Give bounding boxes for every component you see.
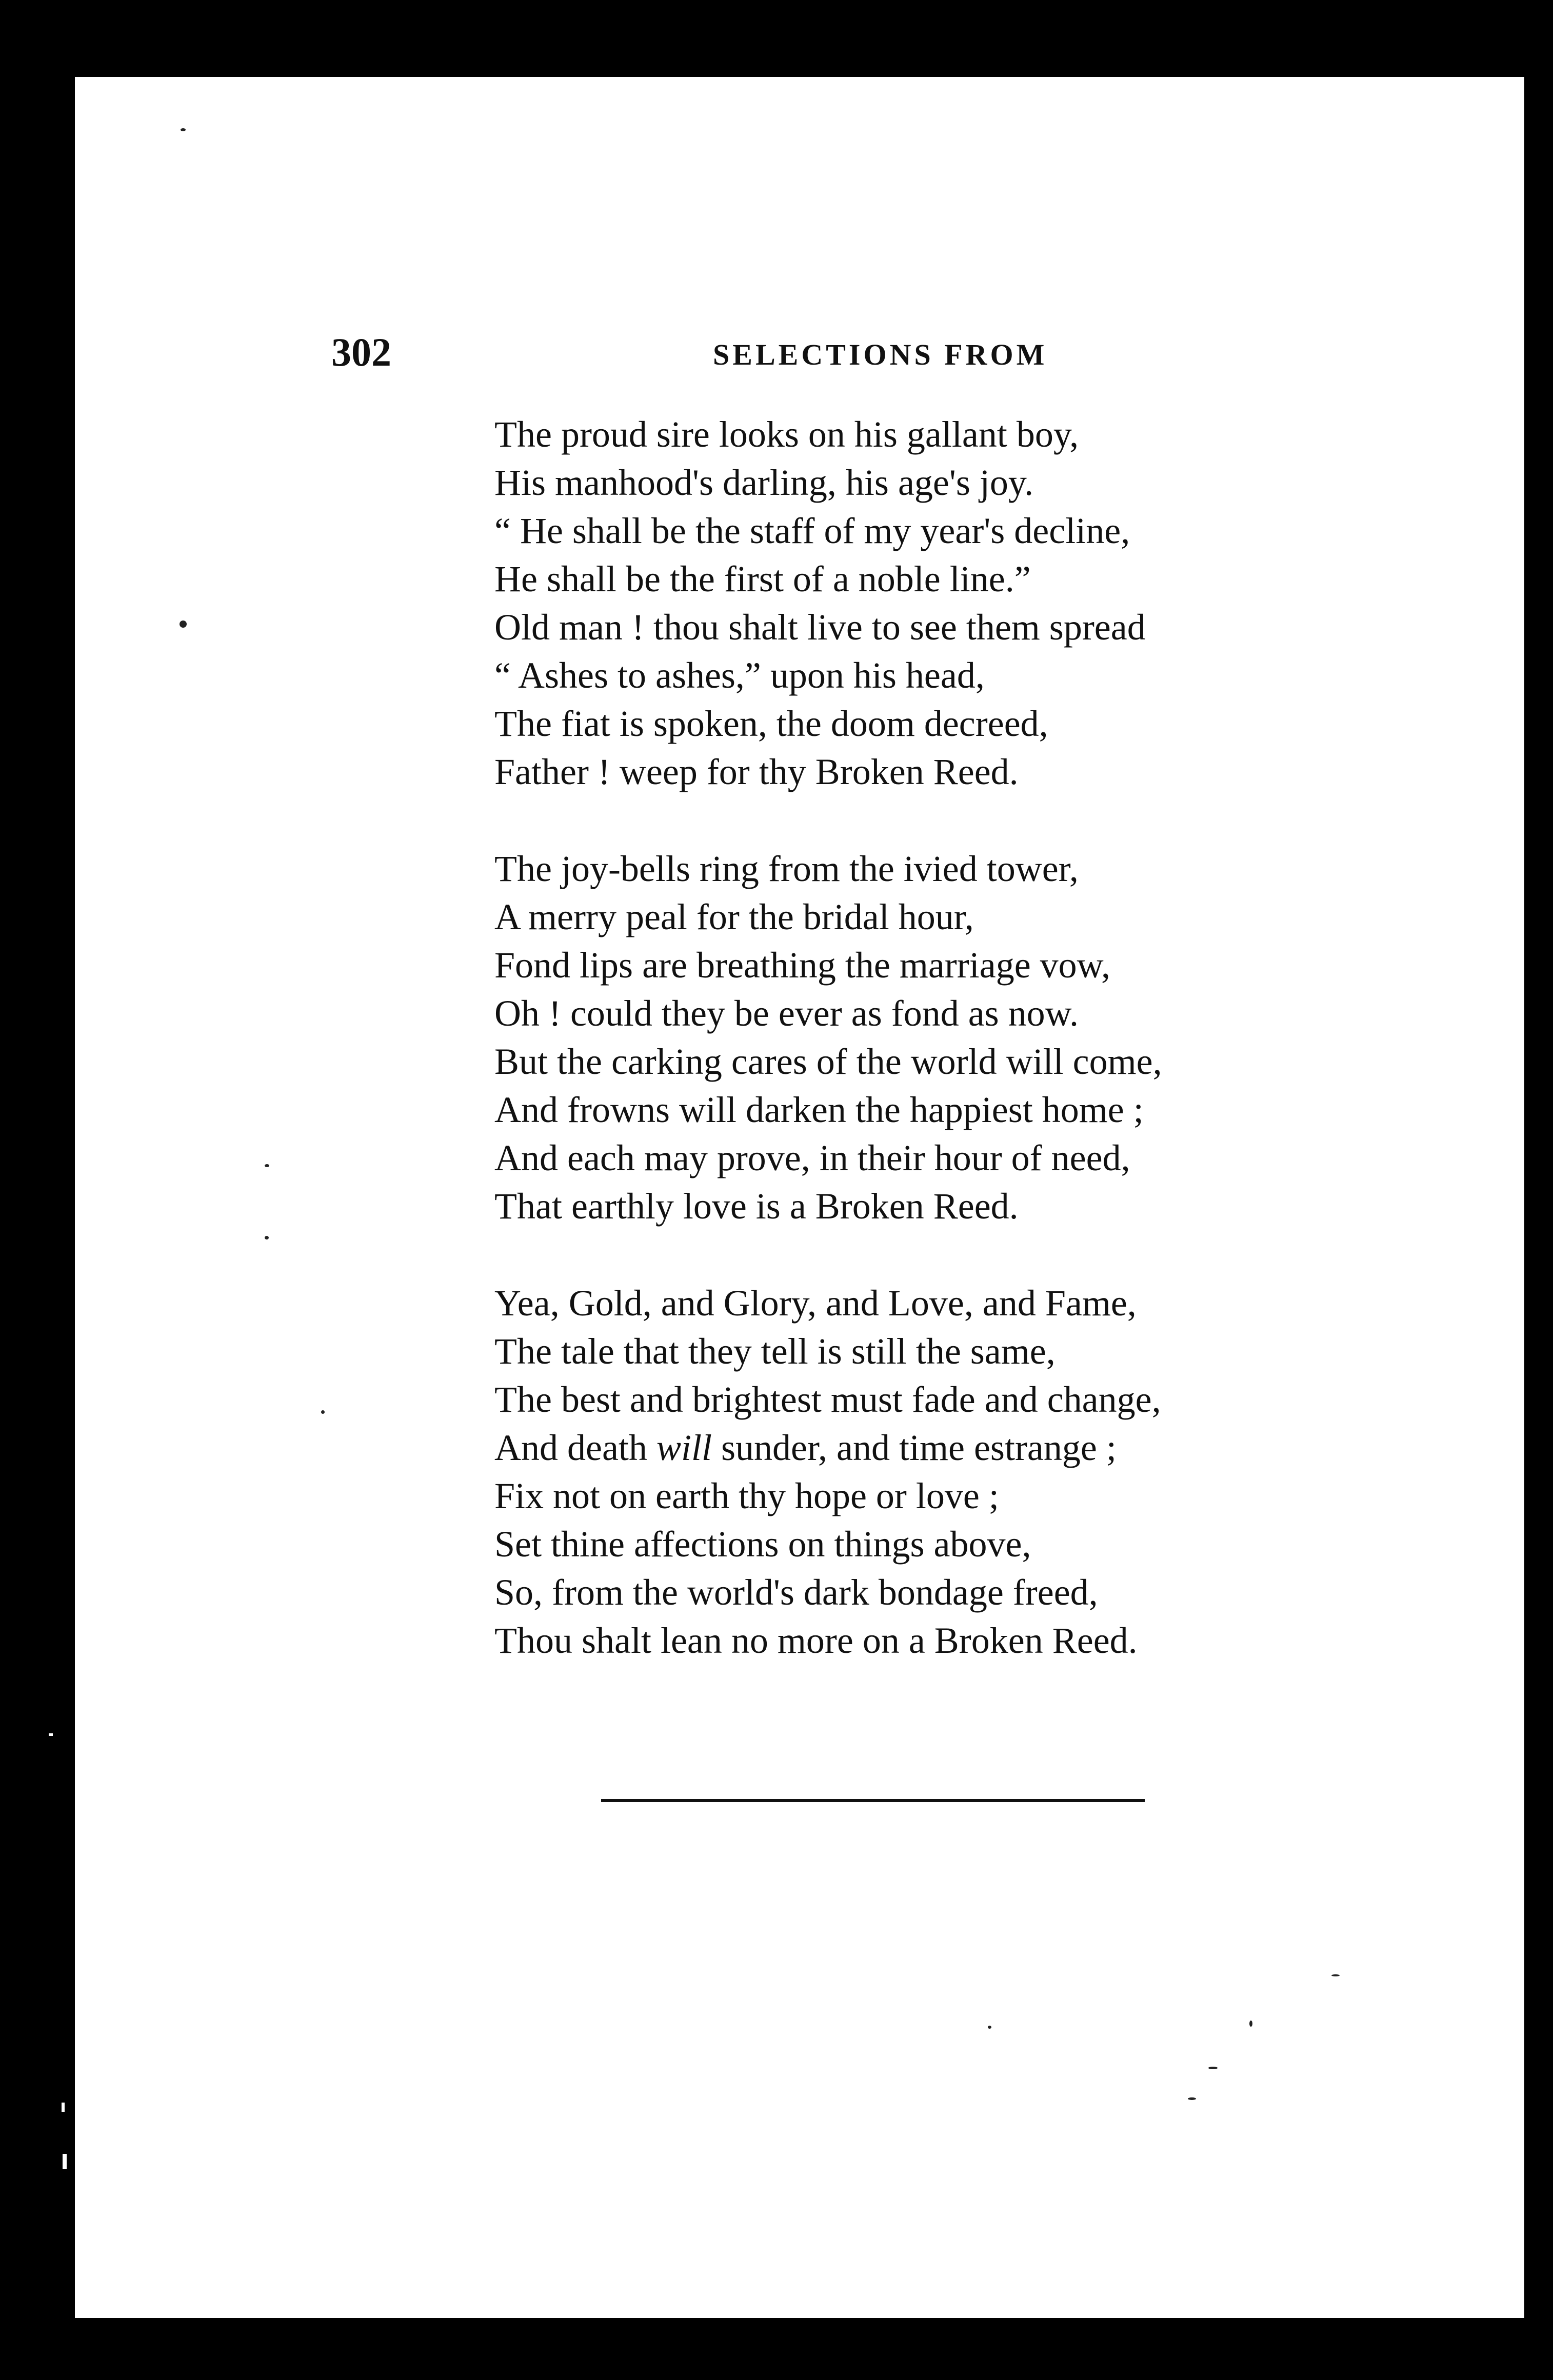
poem-line: Thou shalt lean no more on a Broken Reed. xyxy=(494,1620,1138,1661)
poem-line: The proud sire looks on his gallant boy, xyxy=(494,414,1079,455)
poem-line: A merry peal for the bridal hour, xyxy=(494,896,974,937)
poem-line: “ He shall be the staff of my year's decline, xyxy=(494,510,1130,551)
end-rule xyxy=(601,1799,1145,1802)
poem-line: He shall be the first of a noble line.” xyxy=(494,558,1031,599)
edge-speck xyxy=(62,2103,65,2112)
stanza-3 xyxy=(494,1279,1469,1665)
scan-speck xyxy=(265,1236,269,1239)
scan-speck xyxy=(1208,2067,1218,2069)
scan-speck xyxy=(1331,1974,1340,1976)
book-page xyxy=(75,77,1524,2318)
line-segment: sunder, and time estrange ; xyxy=(721,1427,1117,1468)
stanza-2 xyxy=(494,845,1469,1230)
scan-speck xyxy=(181,128,186,131)
poem-line: Father ! weep for thy Broken Reed. xyxy=(494,751,1019,792)
poem-line: So, from the world's dark bondage freed, xyxy=(494,1572,1098,1613)
scan-speck xyxy=(265,1164,269,1167)
scan-speck xyxy=(1188,2097,1196,2100)
scan-speck xyxy=(988,2026,991,2029)
poem-line: That earthly love is a Broken Reed. xyxy=(494,1186,1019,1227)
scan-speck xyxy=(321,1410,325,1414)
page-number: 302 xyxy=(331,330,391,374)
scan-speck xyxy=(180,621,187,628)
scan-speck xyxy=(1249,2021,1252,2027)
edge-speck xyxy=(63,2154,67,2169)
poem-line: “ Ashes to ashes,” upon his head, xyxy=(494,655,985,696)
poem-line-with-italic xyxy=(494,1424,1469,1472)
poem-line: The fiat is spoken, the doom decreed, xyxy=(494,703,1048,744)
running-head: SELECTIONS FROM xyxy=(713,338,1048,371)
poem-line: The tale that they tell is still the same, xyxy=(494,1331,1056,1372)
poem-line: His manhood's darling, his age's joy. xyxy=(494,462,1034,503)
poem-line: But the carking cares of the world will come, xyxy=(494,1041,1162,1082)
poem-line: Yea, Gold, and Glory, and Love, and Fame, xyxy=(494,1283,1137,1324)
stanza-1 xyxy=(494,410,1469,796)
poem-line: Old man ! thou shalt live to see them spread xyxy=(494,607,1146,648)
poem-line: And frowns will darken the happiest home ; xyxy=(494,1089,1144,1130)
poem xyxy=(494,410,1469,1665)
poem-line: Fond lips are breathing the marriage vow, xyxy=(494,945,1110,986)
poem-line: Set thine affections on things above, xyxy=(494,1524,1031,1565)
poem-line: Fix not on earth thy hope or love ; xyxy=(494,1475,999,1516)
poem-line: The joy-bells ring from the ivied tower, xyxy=(494,848,1079,889)
italic-word: will xyxy=(656,1427,712,1468)
poem-line: Oh ! could they be ever as fond as now. xyxy=(494,993,1079,1034)
edge-speck xyxy=(49,1733,53,1736)
line-segment: And death xyxy=(494,1427,647,1468)
poem-line: The best and brightest must fade and change, xyxy=(494,1379,1161,1420)
poem-line: And each may prove, in their hour of need, xyxy=(494,1137,1130,1178)
